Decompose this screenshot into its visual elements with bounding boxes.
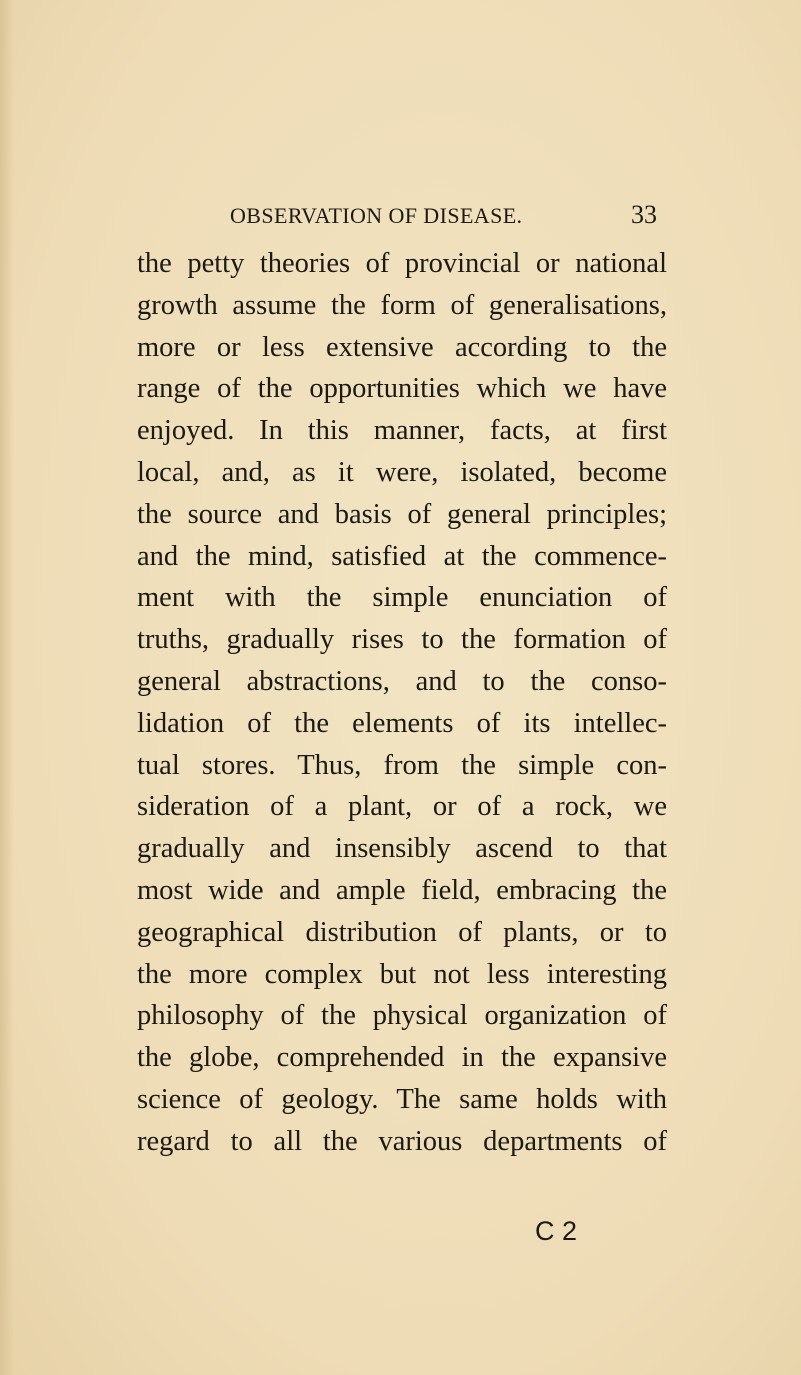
text-line: gradually and insensibly ascend to that bbox=[137, 833, 667, 865]
text-line: ment with the simple enunciation of bbox=[137, 582, 667, 614]
text-line: most wide and ample field, embracing the bbox=[137, 874, 667, 906]
text-line: range of the opportunities which we have bbox=[137, 373, 667, 405]
text-line: enjoyed. In this manner, facts, at first bbox=[137, 415, 667, 447]
text-line: the globe, comprehended in the expansive bbox=[137, 1042, 667, 1074]
signature-mark: C 2 bbox=[535, 1216, 578, 1246]
text-line: growth assume the form of generalisations, bbox=[137, 289, 667, 321]
text-line: more or less extensive according to the bbox=[137, 331, 667, 363]
running-head-title: OBSERVATION OF DISEASE. bbox=[230, 203, 523, 228]
text-line: truths, gradually rises to the formation of bbox=[137, 624, 667, 656]
text-line: and the mind, satisfied at the commence- bbox=[137, 540, 667, 572]
text-line: philosophy of the physical organization of bbox=[137, 1000, 667, 1032]
body-text bbox=[137, 243, 667, 1163]
text-line: regard to all the various departments of bbox=[137, 1125, 667, 1157]
page-number: 33 bbox=[631, 200, 657, 229]
text-line: tual stores. Thus, from the simple con- bbox=[137, 749, 667, 781]
text-line: sideration of a plant, or of a rock, we bbox=[137, 791, 667, 823]
text-line: science of geology. The same holds with bbox=[137, 1083, 667, 1115]
text-line: local, and, as it were, isolated, become bbox=[137, 456, 667, 488]
text-line: the source and basis of general principles; bbox=[137, 498, 667, 530]
running-head bbox=[0, 200, 801, 233]
text-line: geographical distribution of plants, or to bbox=[137, 916, 667, 948]
text-line: general abstractions, and to the conso- bbox=[137, 665, 667, 697]
text-line: the more complex but not less interesting bbox=[137, 958, 667, 990]
text-line: the petty theories of provincial or national bbox=[137, 248, 667, 279]
text-line: lidation of the elements of its intellec- bbox=[137, 707, 667, 739]
